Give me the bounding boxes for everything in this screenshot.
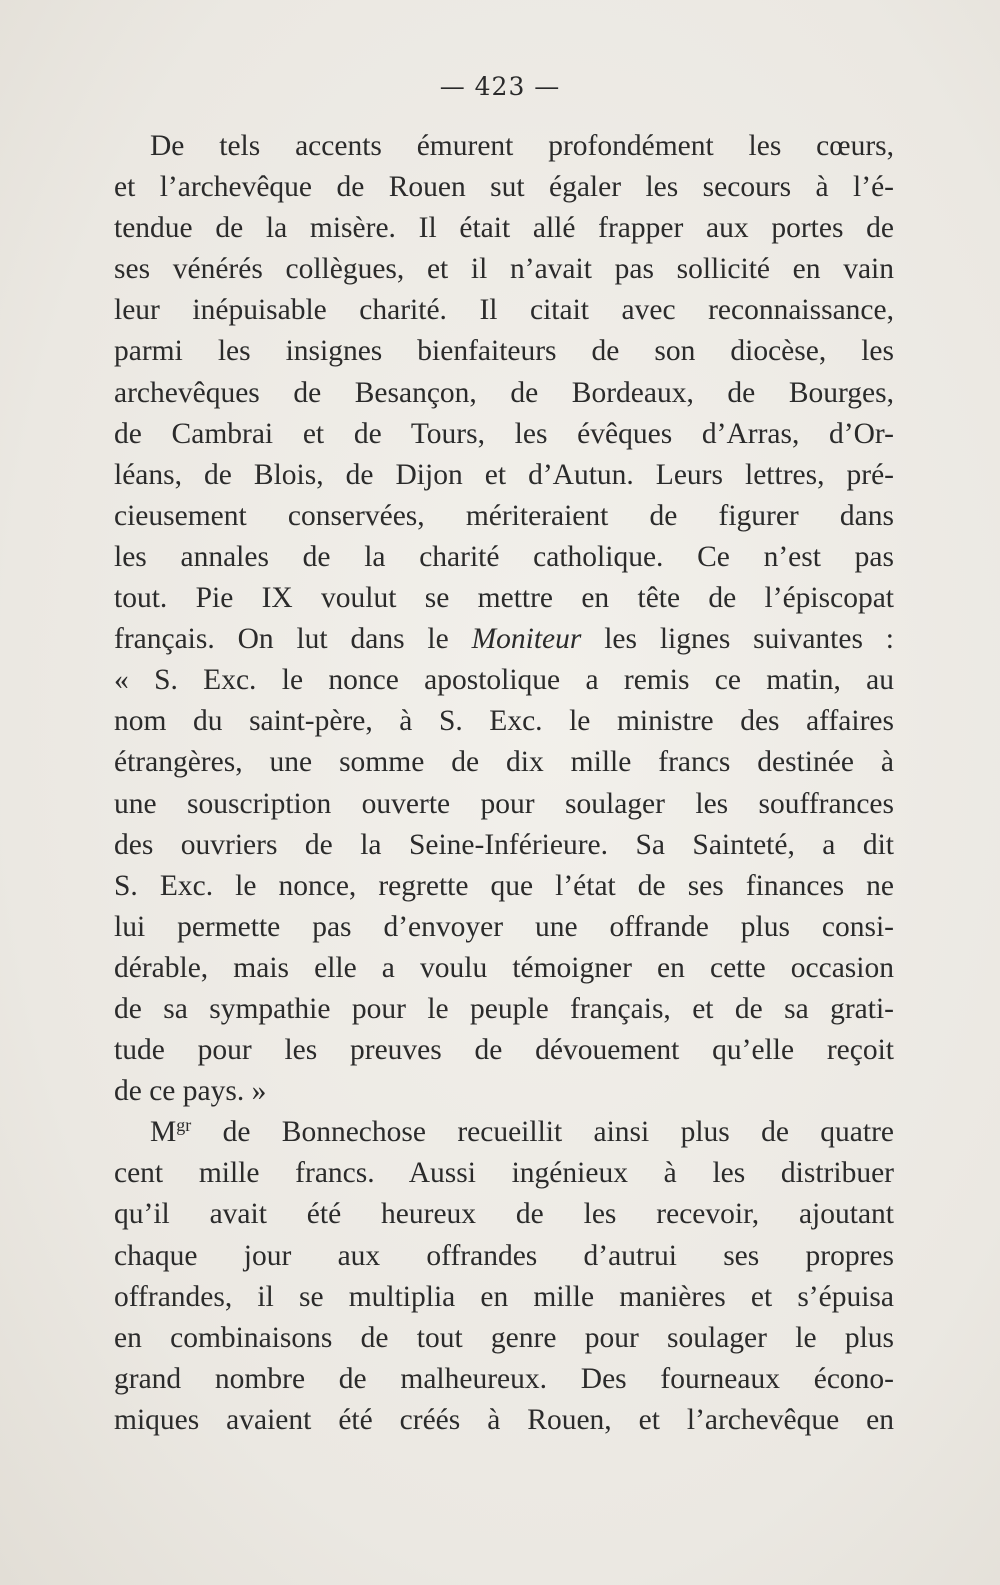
text-line: des ouvriers de la Seine-Inférieure. Sa Sainteté, a dit: [114, 828, 894, 861]
text-line: archevêques de Besançon, de Bordeaux, de Bourges,: [114, 376, 894, 409]
text-line: une souscription ouverte pour soulager les souffrances: [114, 787, 894, 820]
text-line: grand nombre de malheureux. Des fourneaux écono-: [114, 1362, 894, 1395]
text-line: dérable, mais elle a voulu témoigner en cette occasion: [114, 951, 894, 984]
text-fragment: les lignes suivantes :: [604, 623, 894, 656]
paragraph: [114, 126, 894, 1112]
text-line: miques avaient été créés à Rouen, et l’archevêque en: [114, 1403, 894, 1436]
newspaper-title: Moniteur: [471, 623, 582, 656]
superscript: gr: [176, 1115, 192, 1136]
text-line: les annales de la charité catholique. Ce n’est pas: [114, 540, 894, 573]
text-line: offrandes, il se multiplia en mille manières et s’épuisa: [114, 1280, 894, 1313]
text-line: de ce pays. »: [114, 1075, 267, 1108]
text-line: ses vénérés collègues, et il n’avait pas sollicité en vain: [114, 253, 894, 286]
paragraph: [114, 1112, 894, 1441]
text-line: [114, 619, 894, 660]
text-line: nom du saint-père, à S. Exc. le ministre des affaires: [114, 705, 894, 738]
text-line: tude pour les preuves de dévouement qu’elle reçoit: [114, 1034, 894, 1067]
text-line: et l’archevêque de Rouen sut égaler les secours à l’é-: [114, 171, 894, 204]
text-fragment: de Bonnechose recueillit ainsi plus de quatre: [222, 1116, 894, 1149]
text-line: tendue de la misère. Il était allé frapper aux portes de: [114, 212, 894, 245]
text-line: de sa sympathie pour le peuple français, et de sa grati-: [114, 992, 894, 1025]
text-line: étrangères, une somme de dix mille francs destinée à: [114, 746, 894, 779]
text-line: de Cambrai et de Tours, les évêques d’Arras, d’Or-: [114, 417, 894, 450]
text-line: en combinaisons de tout genre pour soulager le plus: [114, 1321, 894, 1354]
text-line: leur inépuisable charité. Il citait avec reconnaissance,: [114, 294, 894, 327]
text-line: S. Exc. le nonce, regrette que l’état de ses finances ne: [114, 869, 894, 902]
text-line: chaque jour aux offrandes d’autrui ses propres: [114, 1239, 894, 1272]
text-line: parmi les insignes bienfaiteurs de son diocèse, les: [114, 335, 894, 368]
text-line: lui permette pas d’envoyer une offrande plus consi-: [114, 910, 894, 943]
text-line: tout. Pie IX voulut se mettre en tête de l’épiscopat: [114, 582, 894, 615]
text-line: cent mille francs. Aussi ingénieux à les distribuer: [114, 1157, 894, 1190]
text-line: qu’il avait été heureux de les recevoir, ajoutant: [114, 1198, 894, 1231]
text-fragment: français. On lut dans le: [114, 623, 449, 656]
text-line: léans, de Blois, de Dijon et d’Autun. Leurs lettres, pré-: [114, 458, 894, 491]
page-number: — 423 —: [439, 72, 561, 101]
text-line: De tels accents émurent profondément les cœurs,: [150, 130, 894, 162]
text-line: « S. Exc. le nonce apostolique a remis ce matin, au: [114, 664, 894, 697]
body-text: [114, 126, 894, 1441]
text-line: cieusement conservées, mériteraient de figurer dans: [114, 499, 894, 532]
text-line: [114, 1112, 894, 1153]
text-fragment: M: [150, 1116, 177, 1149]
